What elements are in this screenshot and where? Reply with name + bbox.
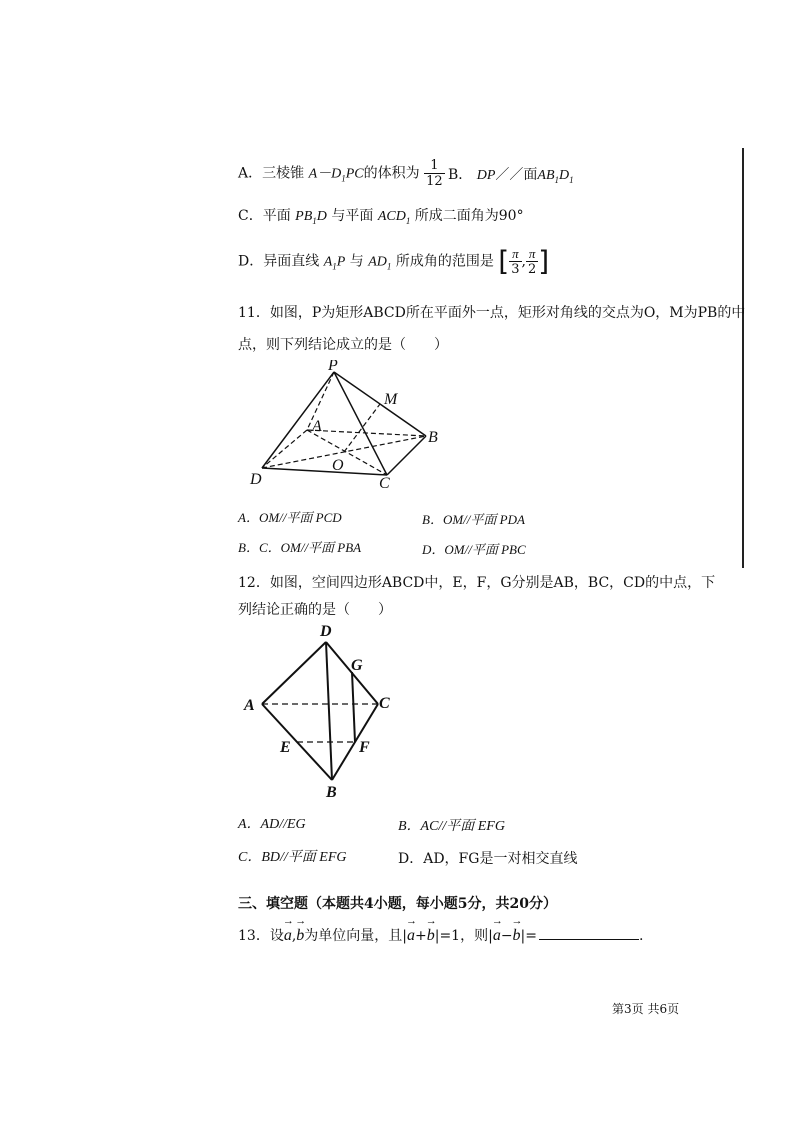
q11-stem-line1: 11．如图，P为矩形ABCD所在平面外一点，矩形对角线的交点为O，M为PB的中 <box>238 305 746 321</box>
q10-option-d: D．异面直线 $A_1P$ 与 $AD_1$ 所成角的范围是 [ $\frac{\pi}{3}$ , $\frac{\pi}{2}$ ] <box>238 244 550 278</box>
segment-GF <box>352 672 355 742</box>
q12-option-c: C．BD//平面 EFG <box>238 850 347 865</box>
label-P: P <box>328 360 338 374</box>
label-F: F <box>359 739 370 756</box>
edge-DA <box>262 642 326 704</box>
q11-option-d: D．OM//平面 PBC <box>422 542 526 557</box>
section-fill-in-title: 三、填空题（本题共4小题，每小题5分，共20分） <box>238 896 557 912</box>
answer-blank[interactable] <box>539 927 639 940</box>
q11-option-a: A．OM//平面 PCD <box>238 510 342 525</box>
page-footer: 第3页 共6页 <box>612 1002 680 1016</box>
scan-edge-line <box>742 148 744 568</box>
edge-CB <box>387 436 426 475</box>
label-B: B <box>326 784 337 800</box>
q12-tetrahedron-figure <box>238 620 398 800</box>
q10-option-c: C．平面 $PB_1D$ 与平面 $ACD_1$ 所成二面角为90° <box>238 208 524 226</box>
q12-stem-line2: 列结论正确的是（ ） <box>238 602 392 618</box>
q12-option-a: A．AD//EG <box>238 817 306 832</box>
q12-stem-line1: 12．如图，空间四边形ABCD中，E，F，G分别是AB，BC，CD的中点，下 <box>238 575 716 591</box>
q11-option-b: B．OM//平面 PDA <box>422 512 525 527</box>
q11-option-c: B．C．OM//平面 PBA <box>238 540 362 555</box>
edge-DB <box>326 642 332 780</box>
q12-option-b: B．AC//平面 EFG <box>398 819 505 834</box>
label-O: O <box>332 457 344 474</box>
q11-pyramid-figure <box>244 360 454 490</box>
label-M: M <box>384 391 398 408</box>
q12-option-d: D．AD，FG是一对相交直线 <box>398 851 578 867</box>
q11-stem-line2: 点，则下列结论成立的是（ ） <box>238 337 448 353</box>
fraction-one-twelfth: $\frac{1}{12}$ <box>426 158 443 189</box>
label-B: B <box>428 429 438 446</box>
label-D: D <box>320 623 332 640</box>
label-A: A <box>244 697 255 714</box>
label-E: E <box>280 739 291 756</box>
q13-stem: 13．设→ a,→ b为单位向量，且|→ a+→ b|=1，则|→ a−→ b|= . <box>238 925 643 945</box>
edge-PD <box>262 372 334 468</box>
label-G: G <box>351 657 363 674</box>
q10-option-b: B． DP／／面$AB_1D_1$ <box>448 167 574 185</box>
label-C: C <box>379 475 390 490</box>
edge-DC <box>262 468 387 475</box>
label-A: A <box>312 418 322 435</box>
label-C: C <box>379 695 390 712</box>
edge-AD <box>262 430 307 468</box>
q10-option-a: A．三棱锥 $A-D_1PC$的体积为 $\frac{1}{12}$ <box>238 158 443 189</box>
label-D: D <box>250 471 262 488</box>
